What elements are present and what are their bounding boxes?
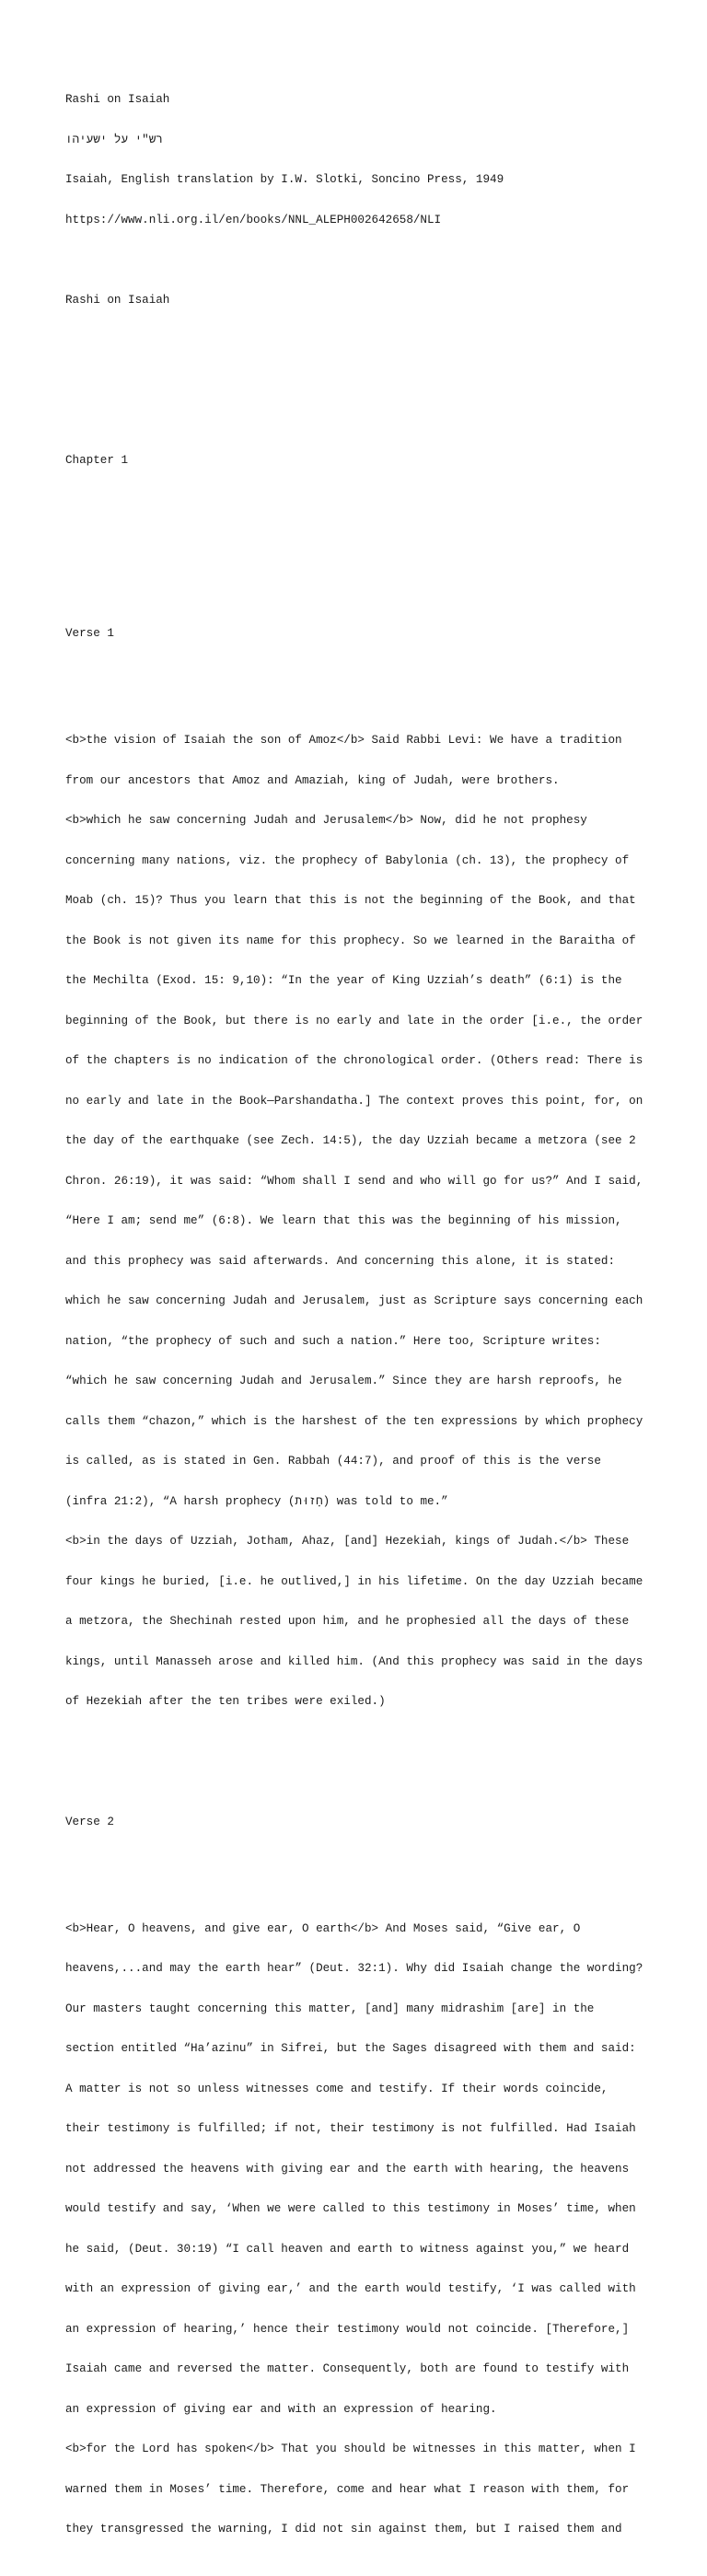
document-page	[65, 66, 664, 2576]
text-line: Our masters taught concerning this matter, [and] many midrashim [are] in the	[65, 2002, 595, 2015]
text-line: Isaiah came and reversed the matter. Consequently, both are found to testify with	[65, 2362, 630, 2375]
chapter-heading: Chapter 1	[65, 453, 129, 467]
blank-line	[65, 374, 664, 388]
text-line: with an expression of giving ear,’ and the earth would testify, ‘I was called with	[65, 2282, 636, 2295]
document-title: Rashi on Isaiah	[65, 93, 170, 106]
verse-heading: Verse 2	[65, 1815, 114, 1828]
hebrew-title	[65, 133, 664, 147]
blank-line	[65, 534, 664, 548]
text-line: <b>in the days of Uzziah, Jotham, Ahaz, [and] Hezekiah, kings of Judah.</b> These	[65, 1535, 630, 1548]
blank-line	[65, 333, 664, 347]
text-line: Moab (ch. 15)? Thus you learn that this is not the beginning of the Book, and that	[65, 894, 636, 907]
text-line: <b>for the Lord has spoken</b> That you should be witnesses in this matter, when I	[65, 2443, 636, 2455]
text-line: of Hezekiah after the ten tribes were exiled.)	[65, 1695, 386, 1708]
verse-heading: Verse 1	[65, 627, 114, 640]
hebrew-title-text: רש"י על ישעיהו	[65, 133, 163, 146]
text-line: an expression of giving ear and with an expression of hearing.	[65, 2402, 497, 2416]
blank-line	[65, 493, 664, 507]
text-line: an expression of hearing,’ hence their testimony would not coincide. [Therefore,]	[65, 2322, 630, 2336]
blank-line	[65, 1855, 664, 1869]
text-line: they transgressed the warning, I did not sin against them, but I raised them and	[65, 2523, 622, 2535]
text-line: (infra 21:2), “A harsh prophecy (חָזוּת) was told to me.”	[65, 1494, 448, 1508]
blank-line	[65, 253, 664, 267]
text-line: <b>the vision of Isaiah the son of Amoz</b> Said Rabbi Levi: We have a tradition	[65, 734, 622, 747]
text-line: concerning many nations, viz. the prophecy of Babylonia (ch. 13), the prophecy of	[65, 853, 630, 867]
blank-line	[65, 413, 664, 427]
text-line: Chron. 26:19), it was said: “Whom shall I send and who will go for us?” And I said,	[65, 1174, 643, 1188]
text-line: <b>which he saw concerning Judah and Jerusalem</b> Now, did he not prophesy	[65, 814, 587, 827]
text-line: would testify and say, ‘When we were called to this testimony in Moses’ time, when	[65, 2202, 636, 2215]
text-line: not addressed the heavens with giving ear and the earth with hearing, the heavens	[65, 2162, 630, 2176]
blank-line	[65, 1762, 664, 1776]
text-line: and this prophecy was said afterwards. And concerning this alone, it is stated:	[65, 1254, 616, 1268]
text-line: beginning of the Book, but there is no early and late in the order [i.e., the order	[65, 1014, 643, 1027]
text-line: their testimony is fulfilled; if not, their testimony is not fulfilled. Had Isaiah	[65, 2122, 636, 2135]
text-line: the Mechilta (Exod. 15: 9,10): “In the year of King Uzziah’s death” (6:1) is the	[65, 974, 622, 987]
text-line: the Book is not given its name for this prophecy. So we learned in the Baraitha of	[65, 934, 636, 947]
text-line: which he saw concerning Judah and Jerusalem, just as Scripture says concerning each	[65, 1294, 643, 1307]
text-line: he said, (Deut. 30:19) “I call heaven and earth to witness against you,” we heard	[65, 2242, 630, 2256]
document-subtitle: Rashi on Isaiah	[65, 293, 170, 307]
text-line: the day of the earthquake (see Zech. 14:5), the day Uzziah became a metzora (see 2	[65, 1134, 636, 1147]
text-line: section entitled “Ha’azinu” in Sifrei, but the Sages disagreed with them and said:	[65, 2042, 636, 2055]
text-line: of the chapters is no indication of the chronological order. (Others read: There is	[65, 1054, 643, 1067]
source-url: https://www.nli.org.il/en/books/NNL_ALEPH002642658/NLI	[65, 213, 442, 226]
text-line: nation, “the prophecy of such and such a nation.” Here too, Scripture writes:	[65, 1334, 601, 1348]
text-line: four kings he buried, [i.e. he outlived,] in his lifetime. On the day Uzziah became	[65, 1574, 643, 1588]
text-line: from our ancestors that Amoz and Amaziah, king of Judah, were brothers.	[65, 773, 560, 787]
text-line: a metzora, the Shechinah rested upon him, and he prophesied all the days of these	[65, 1615, 630, 1628]
text-line: <b>Hear, O heavens, and give ear, O earth</b> And Moses said, “Give ear, O	[65, 1921, 581, 1935]
text-line: is called, as is stated in Gen. Rabbah (44:7), and proof of this is the verse	[65, 1455, 601, 1468]
translation-credit: Isaiah, English translation by I.W. Slotki, Soncino Press, 1949	[65, 173, 504, 186]
text-line: warned them in Moses’ time. Therefore, come and hear what I reason with them, for	[65, 2482, 630, 2496]
text-line: kings, until Manasseh arose and killed him. (And this prophecy was said in the days	[65, 1654, 643, 1668]
text-line: “Here I am; send me” (6:8). We learn that this was the beginning of his mission,	[65, 1214, 622, 1227]
blank-line	[65, 667, 664, 681]
verse-1-text	[65, 707, 664, 1735]
blank-line	[65, 574, 664, 587]
text-line: no early and late in the Book—Parshandatha.] The context proves this point, for, on	[65, 1094, 643, 1108]
text-line: A matter is not so unless witnesses come and testify. If their words coincide,	[65, 2082, 608, 2095]
text-line: calls them “chazon,” which is the harshest of the ten expressions by which prophecy	[65, 1414, 643, 1428]
text-line: “which he saw concerning Judah and Jerusalem.” Since they are harsh reproofs, he	[65, 1375, 622, 1387]
verse-2-text	[65, 1896, 664, 2563]
text-line: heavens,...and may the earth hear” (Deut. 32:1). Why did Isaiah change the wording?	[65, 1962, 643, 1975]
